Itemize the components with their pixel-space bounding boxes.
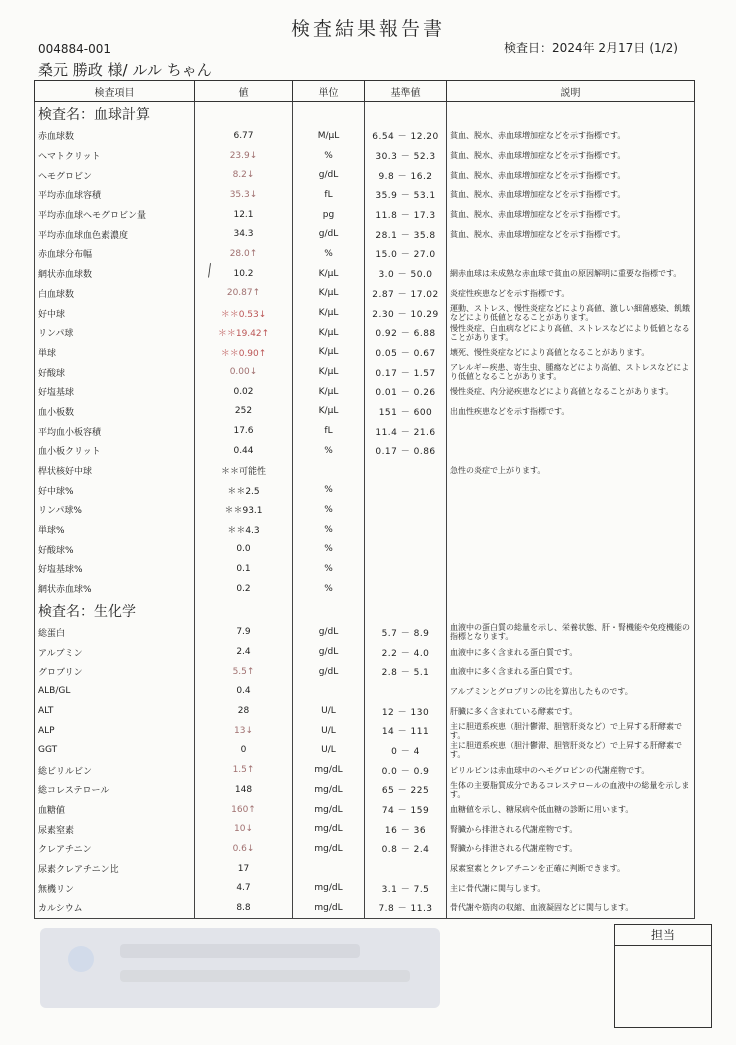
table-row: [35, 343, 695, 363]
test-name: ヘモグロビン: [35, 165, 195, 185]
test-name: グロブリン: [35, 662, 195, 682]
test-description: 血液中に多く含まれる蛋白質です。: [447, 642, 695, 662]
test-reference: 30.3 － 52.3: [365, 146, 447, 166]
table-row: [35, 898, 695, 918]
test-value: 0.00↓: [195, 362, 293, 382]
section-header: [35, 599, 695, 623]
test-name: 好塩基球%: [35, 559, 195, 579]
table-row: [35, 500, 695, 520]
test-description: 生体の主要脂質成分であるコレステロールの血液中の総量を示します。: [447, 780, 695, 800]
test-value: 148: [195, 780, 293, 800]
test-description: アレルギー疾患、寄生虫、腫瘍などにより高値、ストレスなどにより低値となることがあります。: [447, 362, 695, 382]
test-value: 5.5↑: [195, 662, 293, 682]
empty-cell: [293, 102, 365, 127]
test-unit: K/μL: [293, 362, 365, 382]
test-unit: K/μL: [293, 303, 365, 323]
test-reference: [365, 859, 447, 879]
header-reference: 基準値: [365, 81, 447, 102]
test-value: 8.8: [195, 898, 293, 918]
patient-name: 桑元 勝政 様/ ルル ちゃん: [38, 61, 212, 79]
clinic-logo-icon: [68, 946, 94, 972]
test-reference: 7.8 － 11.3: [365, 898, 447, 918]
test-reference: 65 － 225: [365, 780, 447, 800]
test-description: [447, 441, 695, 461]
staff-stamp-box: [614, 924, 712, 1028]
table-row: [35, 800, 695, 820]
test-reference: 0.05 － 0.67: [365, 343, 447, 363]
test-reference: 5.7 － 8.9: [365, 623, 447, 643]
test-value: 2.4: [195, 642, 293, 662]
exam-date-label: 検査日：2024年 2月17日: [504, 41, 646, 55]
test-value: ＊＊0.90↑: [195, 343, 293, 363]
test-value: 0.2: [195, 579, 293, 599]
test-description: 慢性炎症、白血病などにより高値、ストレスなどにより低値となることがあります。: [447, 323, 695, 343]
test-reference: 12 － 130: [365, 701, 447, 721]
test-unit: %: [293, 559, 365, 579]
header-value: 値: [195, 81, 293, 102]
test-value: 0.02: [195, 382, 293, 402]
empty-cell: [447, 102, 695, 127]
test-unit: K/μL: [293, 402, 365, 422]
redacted-bar: [120, 970, 410, 982]
test-name: 無機リン: [35, 878, 195, 898]
test-description: 出血性疾患などを示す指標です。: [447, 402, 695, 422]
test-reference: 151 － 600: [365, 402, 447, 422]
empty-cell: [365, 599, 447, 623]
test-value: 10↓: [195, 819, 293, 839]
section-title: 検査名：生化学: [35, 599, 195, 623]
test-reference: 28.1 － 35.8: [365, 224, 447, 244]
table-row: [35, 579, 695, 599]
test-unit: g/dL: [293, 623, 365, 643]
test-name: 血小板数: [35, 402, 195, 422]
test-name: 平均赤血球容積: [35, 185, 195, 205]
test-reference: [365, 559, 447, 579]
test-name: 網状赤血球数: [35, 264, 195, 284]
test-name: 尿素窒素: [35, 819, 195, 839]
table-row: [35, 421, 695, 441]
test-reference: [365, 579, 447, 599]
test-description: [447, 579, 695, 599]
table-row: [35, 520, 695, 540]
empty-cell: [195, 102, 293, 127]
test-description: 腎臓から排泄される代謝産物です。: [447, 819, 695, 839]
test-reference: 11.4 － 21.6: [365, 421, 447, 441]
table-row: [35, 539, 695, 559]
test-description: [447, 539, 695, 559]
test-description: 貧血、脱水、赤血球増加症などを示す指標です。: [447, 146, 695, 166]
test-reference: 0.0 － 0.9: [365, 760, 447, 780]
test-name: 単球: [35, 343, 195, 363]
test-unit: %: [293, 244, 365, 264]
test-reference: 0.01 － 0.26: [365, 382, 447, 402]
test-description: アルブミンとグロブリンの比を算出したものです。: [447, 682, 695, 702]
test-unit: [293, 859, 365, 879]
test-description: 血液中に多く含まれる蛋白質です。: [447, 662, 695, 682]
test-description: 慢性炎症、内分泌疾患などにより高値となることがあります。: [447, 382, 695, 402]
section-header: [35, 102, 695, 127]
table-row: [35, 126, 695, 146]
redacted-bar: [120, 944, 360, 958]
section-title: 検査名：血球計算: [35, 102, 195, 127]
table-row: [35, 323, 695, 343]
test-unit: g/dL: [293, 662, 365, 682]
test-value: 10.2: [195, 264, 293, 284]
header-description: 説明: [447, 81, 695, 102]
test-name: 桿状核好中球: [35, 461, 195, 481]
test-unit: K/μL: [293, 382, 365, 402]
test-reference: [365, 480, 447, 500]
table-row: [35, 441, 695, 461]
empty-cell: [195, 599, 293, 623]
test-reference: [365, 461, 447, 481]
test-unit: %: [293, 579, 365, 599]
test-unit: fL: [293, 421, 365, 441]
test-unit: %: [293, 480, 365, 500]
table-row: [35, 760, 695, 780]
table-row: [35, 165, 695, 185]
test-unit: [293, 682, 365, 702]
test-value: 23.9↓: [195, 146, 293, 166]
test-unit: mg/dL: [293, 839, 365, 859]
test-unit: [293, 461, 365, 481]
test-value: 28.0↑: [195, 244, 293, 264]
test-value: 8.2↓: [195, 165, 293, 185]
test-name: 平均赤血球ヘモグロビン量: [35, 205, 195, 225]
table-row: [35, 839, 695, 859]
test-unit: U/L: [293, 741, 365, 761]
test-description: 壊死、慢性炎症などにより高値となることがあります。: [447, 343, 695, 363]
test-name: GGT: [35, 741, 195, 761]
test-description: [447, 520, 695, 540]
test-unit: mg/dL: [293, 800, 365, 820]
test-description: 肝臓に多く含まれている酵素です。: [447, 701, 695, 721]
test-unit: %: [293, 146, 365, 166]
test-reference: 9.8 － 16.2: [365, 165, 447, 185]
test-value: 28: [195, 701, 293, 721]
test-name: ALT: [35, 701, 195, 721]
empty-cell: [365, 102, 447, 127]
test-value: 4.7: [195, 878, 293, 898]
test-name: 網状赤血球%: [35, 579, 195, 599]
test-reference: [365, 520, 447, 540]
header-item: 検査項目: [35, 81, 195, 102]
test-reference: [365, 682, 447, 702]
test-value: 35.3↓: [195, 185, 293, 205]
table-row: [35, 303, 695, 323]
sample-id: 004884-001: [38, 42, 112, 56]
table-row: [35, 741, 695, 761]
table-row: [35, 264, 695, 284]
test-name: 血小板クリット: [35, 441, 195, 461]
test-description: 網赤血球は未成熟な赤血球で貧血の原因解明に重要な指標です。: [447, 264, 695, 284]
test-value: 0.1: [195, 559, 293, 579]
test-description: [447, 559, 695, 579]
empty-cell: [293, 599, 365, 623]
table-row: [35, 559, 695, 579]
test-name: 総ビリルビン: [35, 760, 195, 780]
test-value: ＊＊4.3: [195, 520, 293, 540]
table-header: [35, 81, 695, 102]
test-unit: K/μL: [293, 323, 365, 343]
test-unit: %: [293, 441, 365, 461]
test-reference: 0.17 － 1.57: [365, 362, 447, 382]
table-row: [35, 721, 695, 741]
table-row: [35, 878, 695, 898]
test-description: 骨代謝や筋肉の収縮、血液凝固などに関与します。: [447, 898, 695, 918]
test-value: ＊＊19.42↑: [195, 323, 293, 343]
test-reference: 35.9 － 53.1: [365, 185, 447, 205]
table-row: [35, 402, 695, 422]
results-body: [35, 102, 695, 919]
test-name: 血糖値: [35, 800, 195, 820]
test-value: 0.6↓: [195, 839, 293, 859]
test-value: 34.3: [195, 224, 293, 244]
test-reference: 11.8 － 17.3: [365, 205, 447, 225]
table-row: [35, 682, 695, 702]
empty-cell: [447, 599, 695, 623]
test-reference: 3.0 － 50.0: [365, 264, 447, 284]
test-unit: K/μL: [293, 284, 365, 304]
exam-date: [500, 39, 678, 56]
test-description: 主に骨代謝に関与します。: [447, 878, 695, 898]
test-unit: g/dL: [293, 224, 365, 244]
test-unit: mg/dL: [293, 780, 365, 800]
test-unit: mg/dL: [293, 878, 365, 898]
test-unit: g/dL: [293, 642, 365, 662]
test-value: 7.9: [195, 623, 293, 643]
test-name: 平均血小板容積: [35, 421, 195, 441]
test-unit: mg/dL: [293, 760, 365, 780]
test-description: 急性の炎症で上がります。: [447, 461, 695, 481]
test-value: 17: [195, 859, 293, 879]
test-description: [447, 421, 695, 441]
test-value: 0: [195, 741, 293, 761]
test-reference: 0.92 － 6.88: [365, 323, 447, 343]
test-unit: K/μL: [293, 343, 365, 363]
table-row: [35, 224, 695, 244]
test-value: 17.6: [195, 421, 293, 441]
page-number: (1/2): [649, 41, 678, 55]
test-name: ヘマトクリット: [35, 146, 195, 166]
test-value: ＊＊93.1: [195, 500, 293, 520]
test-reference: 3.1 － 7.5: [365, 878, 447, 898]
test-name: 白血球数: [35, 284, 195, 304]
test-reference: 2.30 － 10.29: [365, 303, 447, 323]
test-value: 0.44: [195, 441, 293, 461]
table-row: [35, 623, 695, 643]
test-description: 貧血、脱水、赤血球増加症などを示す指標です。: [447, 126, 695, 146]
test-description: 主に胆道系疾患（胆汁鬱滞、胆管肝炎など）で上昇する肝酵素です。: [447, 741, 695, 761]
table-row: [35, 819, 695, 839]
stamp-label: 担当: [615, 925, 711, 946]
test-name: ALP: [35, 721, 195, 741]
test-name: リンパ球%: [35, 500, 195, 520]
table-row: [35, 701, 695, 721]
test-reference: 2.8 － 5.1: [365, 662, 447, 682]
table-row: [35, 382, 695, 402]
test-value: ＊＊0.53↓: [195, 303, 293, 323]
test-reference: 2.87 － 17.02: [365, 284, 447, 304]
table-row: [35, 642, 695, 662]
test-name: 好塩基球: [35, 382, 195, 402]
table-row: [35, 185, 695, 205]
report-title: 検査結果報告書: [290, 18, 445, 40]
test-value: 6.77: [195, 126, 293, 146]
test-name: 単球%: [35, 520, 195, 540]
test-description: [447, 500, 695, 520]
test-reference: 2.2 － 4.0: [365, 642, 447, 662]
test-name: 平均赤血球血色素濃度: [35, 224, 195, 244]
table-row: [35, 244, 695, 264]
test-description: [447, 480, 695, 500]
test-unit: mg/dL: [293, 898, 365, 918]
test-description: 血液中の蛋白質の総量を示し、栄養状態、肝・腎機能や免疫機能の指標となります。: [447, 623, 695, 643]
test-reference: 0 － 4: [365, 741, 447, 761]
test-description: 腎臓から排泄される代謝産物です。: [447, 839, 695, 859]
test-name: 総コレステロール: [35, 780, 195, 800]
test-name: 赤血球数: [35, 126, 195, 146]
table-row: [35, 205, 695, 225]
header-unit: 単位: [293, 81, 365, 102]
test-name: 総蛋白: [35, 623, 195, 643]
test-value: 12.1: [195, 205, 293, 225]
test-description: 炎症性疾患などを示す指標です。: [447, 284, 695, 304]
test-unit: mg/dL: [293, 819, 365, 839]
test-name: 好中球: [35, 303, 195, 323]
results-table: [34, 80, 695, 919]
clinic-info-redacted: [40, 928, 440, 1008]
test-name: アルブミン: [35, 642, 195, 662]
test-name: 尿素クレアチニン比: [35, 859, 195, 879]
test-value: 13↓: [195, 721, 293, 741]
test-description: 血糖値を示し、糖尿病や低血糖の診断に用います。: [447, 800, 695, 820]
table-row: [35, 780, 695, 800]
test-unit: fL: [293, 185, 365, 205]
test-unit: %: [293, 539, 365, 559]
table-row: [35, 662, 695, 682]
test-unit: U/L: [293, 701, 365, 721]
test-description: 尿素窒素とクレアチニンを正確に判断できます。: [447, 859, 695, 879]
table-row: [35, 859, 695, 879]
test-value: ＊＊可能性: [195, 461, 293, 481]
test-name: リンパ球: [35, 323, 195, 343]
test-description: 貧血、脱水、赤血球増加症などを示す指標です。: [447, 165, 695, 185]
test-value: 252: [195, 402, 293, 422]
test-name: 好酸球: [35, 362, 195, 382]
table-row: [35, 480, 695, 500]
test-reference: 74 － 159: [365, 800, 447, 820]
test-unit: U/L: [293, 721, 365, 741]
test-unit: M/μL: [293, 126, 365, 146]
test-name: カルシウム: [35, 898, 195, 918]
test-unit: %: [293, 500, 365, 520]
test-name: 好酸球%: [35, 539, 195, 559]
test-reference: 14 － 111: [365, 721, 447, 741]
test-unit: %: [293, 520, 365, 540]
table-row: [35, 362, 695, 382]
test-description: ビリルビンは赤血球中のヘモグロビンの代謝産物です。: [447, 760, 695, 780]
test-unit: pg: [293, 205, 365, 225]
test-name: ALB/GL: [35, 682, 195, 702]
test-reference: [365, 539, 447, 559]
test-description: 貧血、脱水、赤血球増加症などを示す指標です。: [447, 205, 695, 225]
test-description: 運動、ストレス、慢性炎症などにより高値、激しい細菌感染、飢餓などにより低値となることがあります。: [447, 303, 695, 323]
table-row: [35, 461, 695, 481]
table-row: [35, 284, 695, 304]
test-reference: 16 － 36: [365, 819, 447, 839]
test-description: 貧血、脱水、赤血球増加症などを示す指標です。: [447, 224, 695, 244]
test-reference: 6.54 － 12.20: [365, 126, 447, 146]
test-value: 1.5↑: [195, 760, 293, 780]
test-reference: 15.0 － 27.0: [365, 244, 447, 264]
test-value: ＊＊2.5: [195, 480, 293, 500]
test-unit: K/μL: [293, 264, 365, 284]
test-description: 主に胆道系疾患（胆汁鬱滞、胆管肝炎など）で上昇する肝酵素です。: [447, 721, 695, 741]
table-row: [35, 146, 695, 166]
test-reference: 0.8 － 2.4: [365, 839, 447, 859]
test-reference: 0.17 － 0.86: [365, 441, 447, 461]
pen-mark: ╲: [202, 263, 216, 278]
test-value: 0.0: [195, 539, 293, 559]
test-name: 好中球%: [35, 480, 195, 500]
test-value: 20.87↑: [195, 284, 293, 304]
test-name: 赤血球分布幅: [35, 244, 195, 264]
test-value: 0.4: [195, 682, 293, 702]
test-unit: g/dL: [293, 165, 365, 185]
test-reference: [365, 500, 447, 520]
test-name: クレアチニン: [35, 839, 195, 859]
test-description: 貧血、脱水、赤血球増加症などを示す指標です。: [447, 185, 695, 205]
test-description: [447, 244, 695, 264]
test-value: 160↑: [195, 800, 293, 820]
